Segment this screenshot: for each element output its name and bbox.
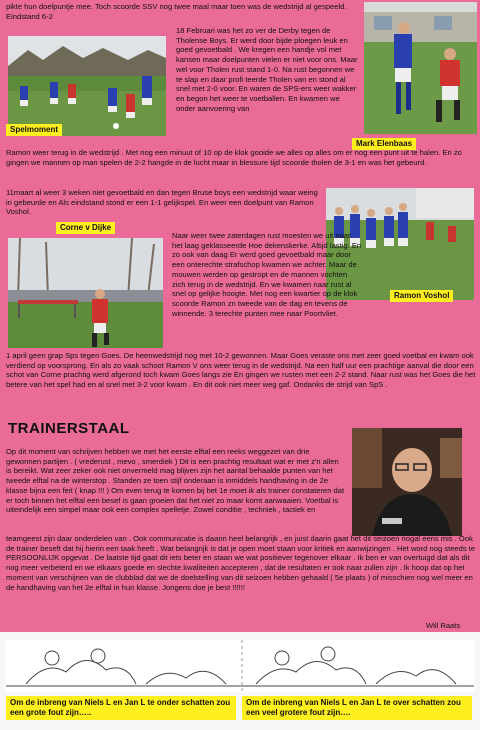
caption-ramon: Ramon Voshol	[390, 290, 453, 302]
cartoon-strip	[6, 640, 474, 692]
paragraph-feb18-cont: Ramon weer terug in de wedstrijd . Met nog een minuut of 10 op de klok gooide we alles op alles om er nog een punt uit te halen. En zo gingen we mannen op man spelen de 2-2 hangde in de lucht maar in blessure tijd scoorde tholen de 3-1 en was het gebeurd.	[6, 148, 462, 167]
signature: Will Raats	[426, 621, 461, 630]
paragraph-top-carry: pikte hun doelpuntje mee. Toch scoorde SSV nog twee maal maar toen was de wedstrijd al gespeeld. Eindstand 6-2	[6, 2, 347, 21]
paragraph-feb18: 18 Februari was het zo ver de Derby tegen de Tholense Boys. Er werd door bijde ploegen leuk en goed gevoetbald . We kregen een handje vol met kansen maar doelpunten vielen er niet voor ons. Maar wel voor Tholen rust stand 1-0. Na rust begonnen we te slap en daar profi teerde Tholen van en stond al snel met 2-0 voor. En waren de SPS-ers weer wakker en begon het weer te voetballen. En kwamen we onder aanvoering van	[176, 26, 358, 113]
heading-trainerstaal: TRAINERSTAAL	[8, 420, 130, 437]
footer-caption-left: Om de inbreng van Niels L en Jan L te onder schatten zou een grote fout zijn…..	[6, 696, 236, 720]
footer-caption-right: Om de inbreng van Niels L en Jan L te over schatten zou een veel grotere fout zijn….	[242, 696, 472, 720]
caption-corne: Corne v Dijke	[56, 222, 115, 234]
caption-mark-elenbaas: Mark Elenbaas	[352, 138, 416, 150]
caption-spelmoment: Spelmoment	[6, 124, 62, 136]
paragraph-mar11: 11maart al weer 3 weken niet gevoetbald en dan tegen Bruse boys een wedstrijd waar weing in gebeurde en Als eindstand stond er een 1-1 gelijkspel. En weer een doelpunt van Ramon Voshol.	[6, 188, 318, 217]
photo-spelmoment	[8, 36, 166, 136]
paragraph-poortvliet: Naar weer twee zaterdagen rust moesten we uit naar het laag geklasseerde Hoe dekenskerke. Altijd lastig. En zo ook van daag Er werd goed gevoetbald maar door een onterechte strafschop kwamen we achter. Maar de mouwen werden op gestropt en de mannen vochten zich terug in de wedstrijd. En we kwamen naar rust al snel op gelijke hoogte. Met nog een kwartier op de klok scoorde Ramon zn tweede van de dag en tevens de winnende. 3 terechte punten mee naar Poortvliet.	[172, 231, 362, 318]
paragraph-trainer-full: teamgeest zijn daar onderdelen van . Ook communicatie is daarin heel belangrijk , en juist daarin gaat het dit seizoen nogal eens mis . Ook de trainer beseft dat hij hierin een taak heeft . Wat belangrijk is dat je open moet staan voor kritiek en aanwijzingen . Het word nog steeds te PERSOONLIJK opgevat . De laatste tijd gaat dit iets beter en staan we wat positiever tegenover elkaar . Ik ben er van overtuigd dat als dit nog meer verbeterd en we elkaars goede en slechte kwaliteiten accepteren , dat de resultaten er ook naar zullen zijn . Ik hoop dat op het moment van verschijnen van de clubblad dat we de doelstelling van dit seizoen hebben gehaald ( 5e plaats ) of misschien nog wel meer en de handhaving van het 2e elftal in hun klasse. Jongens doe je best !!!!!!	[6, 534, 476, 592]
paragraph-april1: 1 april geen grap Sps tegen Goes. De heenwedstrijd nog met 10-2 gewonnen. Maar Goes veraste ons met zeer goed voetbal en kwam ook verdiend op voorsprong. En als zo vaak schoot Ramon V ons weer terug in de wedstrijd. Na een half uur een prachtige aanval die door een schot van Corne prachtig werd afgerond toch kwam Goes langs zie En gingen we rusten met een 2-2 stand. Naar rust was het Goes die het betere van het spel had en al snel met 3-2 voor kwam . En dit ook niet meer weg gaf. Ondanks de strijd van SpS .	[6, 351, 476, 390]
photo-mark-elenbaas	[364, 2, 477, 134]
photo-corne	[8, 238, 163, 348]
photo-trainer	[352, 428, 462, 536]
paragraph-trainer-left: Op dit moment van schrijven hebben we met het eerste elftal een reeks weggezet van drie gewonnen partijen . ( vrederust , mevo , smerdiek ) Dit is een prachtig resultaat wat er met z'n allen is bereikt. Wat zeer zeker ook niet onvermeld mag blijven zijn het aantal behaalde punten van het tweede elftal na de winterstop . Standen ze toen stijf onderaan is inmiddels handhaving in de 2e klasse bijna een feit ( knap !!! ) Om even terug te komen bij het 1e moet ik als trainer constateren dat er toch binnen het elftal een besef is gaan groeien dat het niet zo maar komt aanwaaien. Voetbal is uiteindelijk een simpel maar ook een complex spelletje. Zowel conditie , techniek , tactiek en	[6, 447, 345, 515]
